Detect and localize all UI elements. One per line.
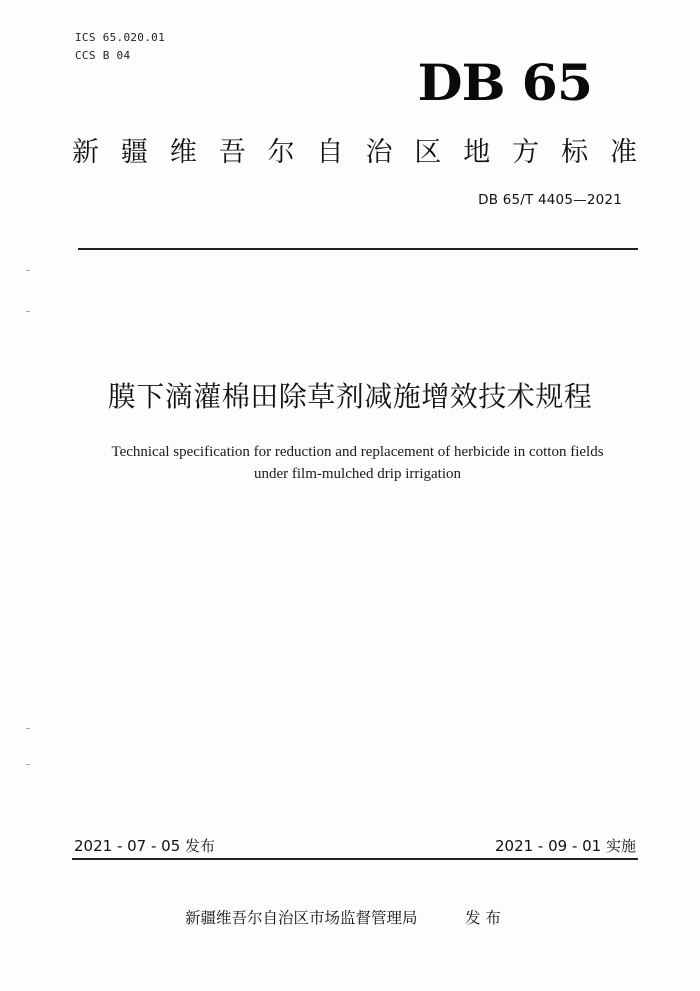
document-title-en xyxy=(60,441,655,485)
standard-type-char: 维 xyxy=(169,137,197,168)
standard-type-char: 疆 xyxy=(120,137,148,168)
document-title-zh: 膜下滴灌棉田除草剂减施增效技术规程 xyxy=(107,380,593,413)
header-divider xyxy=(78,248,638,250)
ics-code: ICS 65.020.01 xyxy=(75,31,165,44)
margin-mark xyxy=(26,270,30,271)
standard-type-char: 区 xyxy=(414,137,442,168)
standard-type-char: 方 xyxy=(512,137,540,168)
title-en-line-1: Technical specification for reduction and replacement of herbicide in cotton fields xyxy=(111,444,604,460)
standard-type-char: 新 xyxy=(72,137,99,168)
standard-type-char: 标 xyxy=(561,137,589,168)
publish-date: 2021 - 07 - 05 发布 xyxy=(74,837,216,855)
standard-number: DB 65/T 4405—2021 xyxy=(478,192,622,208)
issue-action: 发 布 xyxy=(465,909,501,927)
implementation-date: 2021 - 09 - 01 实施 xyxy=(494,837,636,855)
margin-mark xyxy=(26,728,30,729)
standard-type-heading xyxy=(72,137,637,169)
footer-divider xyxy=(72,858,638,860)
standard-type-char: 准 xyxy=(609,137,637,168)
standard-type-char: 自 xyxy=(316,137,344,168)
standard-type-char: 尔 xyxy=(267,137,295,168)
ccs-code: CCS B 04 xyxy=(75,49,131,62)
standard-type-char: 地 xyxy=(463,137,491,168)
margin-mark xyxy=(26,764,30,765)
title-en-line-2: under film-mulched drip irrigation xyxy=(253,466,462,482)
issuing-authority: 新疆维吾尔自治区市场监督管理局 xyxy=(185,909,418,927)
db65-logo: DB 65 xyxy=(417,54,592,113)
margin-mark xyxy=(26,311,30,312)
standard-type-char: 吾 xyxy=(218,137,246,168)
standard-type-char: 治 xyxy=(365,137,393,168)
